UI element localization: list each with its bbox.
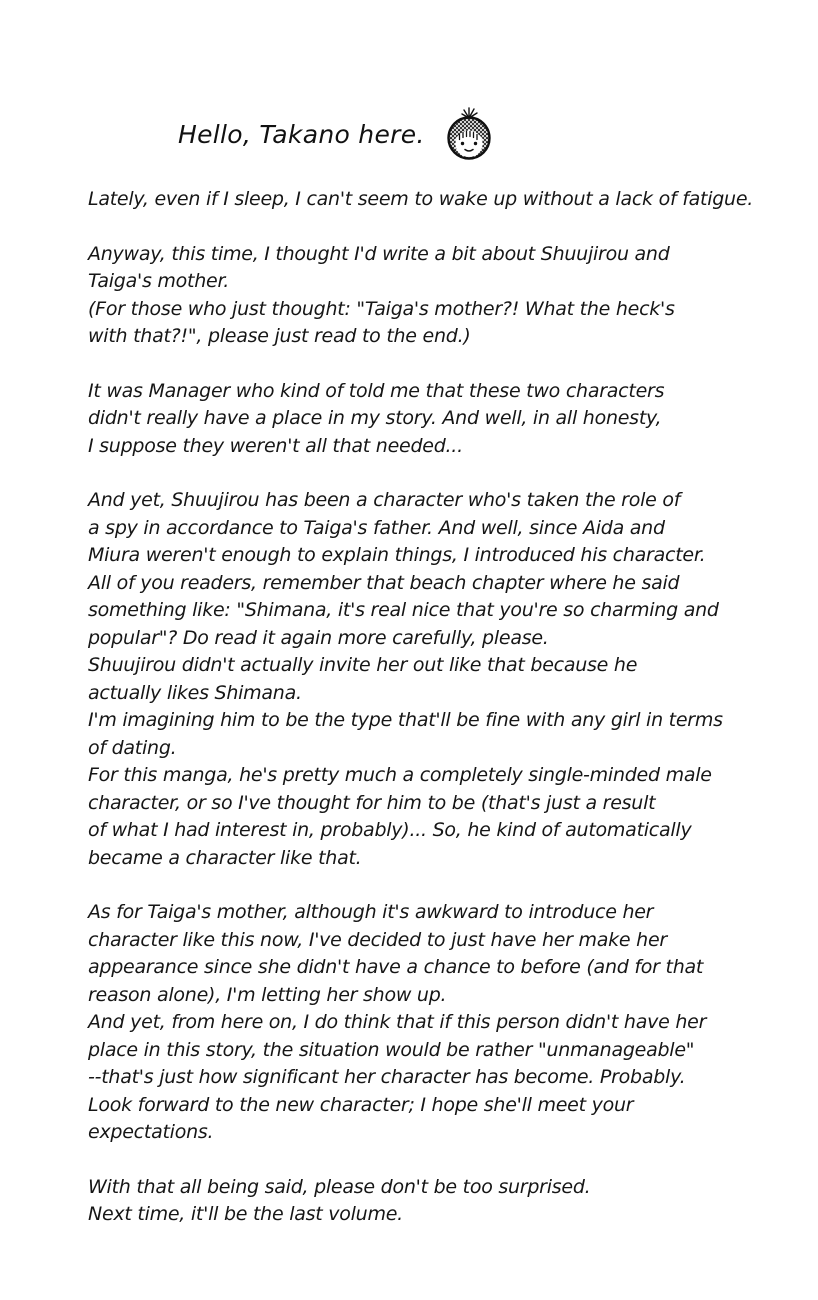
paragraph [88,378,788,461]
text-line: reason alone), I'm letting her show up. [88,983,447,1006]
text-line: character like this now, I've decided to just have her make her [88,928,667,951]
text-line: didn't really have a place in my story. And well, in all honesty, [88,407,662,429]
text-line: All of you readers, remember that beach chapter where he said [88,571,680,594]
text-line: With that all being said, please don't be too surprised. [88,1175,591,1198]
text-line: As for Taiga's mother, although it's awkward to introduce her [88,901,654,923]
page-title: Hello, Takano here. [178,119,425,149]
text-line: Lately, even if I sleep, I can't seem to wake up without a lack of fatigue. [88,188,754,210]
text-line: Next time, it'll be the last volume. [88,1203,403,1225]
text-line: And yet, Shuujirou has been a character who's taken the role of [88,489,681,511]
paragraph [88,487,788,872]
text-line: Anyway, this time, I thought I'd write a bit about Shuujirou and [88,242,670,265]
title-row [0,0,818,162]
text-line: For this manga, he's pretty much a completely single-minded male [88,764,712,786]
text-line: popular"? Do read it again more carefully, please. [88,626,549,649]
text-line: of what I had interest in, probably)... So, he kind of automatically [88,819,692,841]
author-face-icon [443,106,495,162]
paragraph [88,1174,788,1229]
text-line: --that's just how significant her character has become. Probably. [88,1066,686,1088]
text-line: Miura weren't enough to explain things, I introduced his character. [88,544,706,566]
text-line: something like: "Shimana, it's real nice that you're so charming and [88,599,719,621]
text-line: Shuujirou didn't actually invite her out like that because he [88,654,638,676]
text-line: appearance since she didn't have a chance to before (and for that [88,956,704,978]
body-text [0,186,818,1229]
text-line: a spy in accordance to Taiga's father. And well, since Aida and [88,516,665,539]
text-line: became a character like that. [88,846,362,869]
text-line: with that?!", please just read to the end.) [88,325,471,347]
text-line: Look forward to the new character; I hope she'll meet your [88,1093,634,1116]
paragraph [88,241,788,351]
text-line: place in this story, the situation would be rather "unmanageable" [88,1038,695,1061]
paragraph [88,899,788,1147]
text-line: expectations. [88,1121,214,1143]
text-line: of dating. [88,736,177,759]
text-line: character, or so I've thought for him to be (that's just a result [88,791,656,814]
text-line: It was Manager who kind of told me that these two characters [88,379,665,402]
text-line: I'm imagining him to be the type that'll be fine with any girl in terms [88,709,723,731]
text-line: I suppose they weren't all that needed... [88,434,463,457]
paragraph [88,186,788,214]
text-line: And yet, from here on, I do think that if this person didn't have her [88,1011,707,1033]
text-line: (For those who just thought: "Taiga's mother?! What the heck's [88,297,675,320]
text-line: Taiga's mother. [88,270,230,292]
text-line: actually likes Shimana. [88,681,302,704]
